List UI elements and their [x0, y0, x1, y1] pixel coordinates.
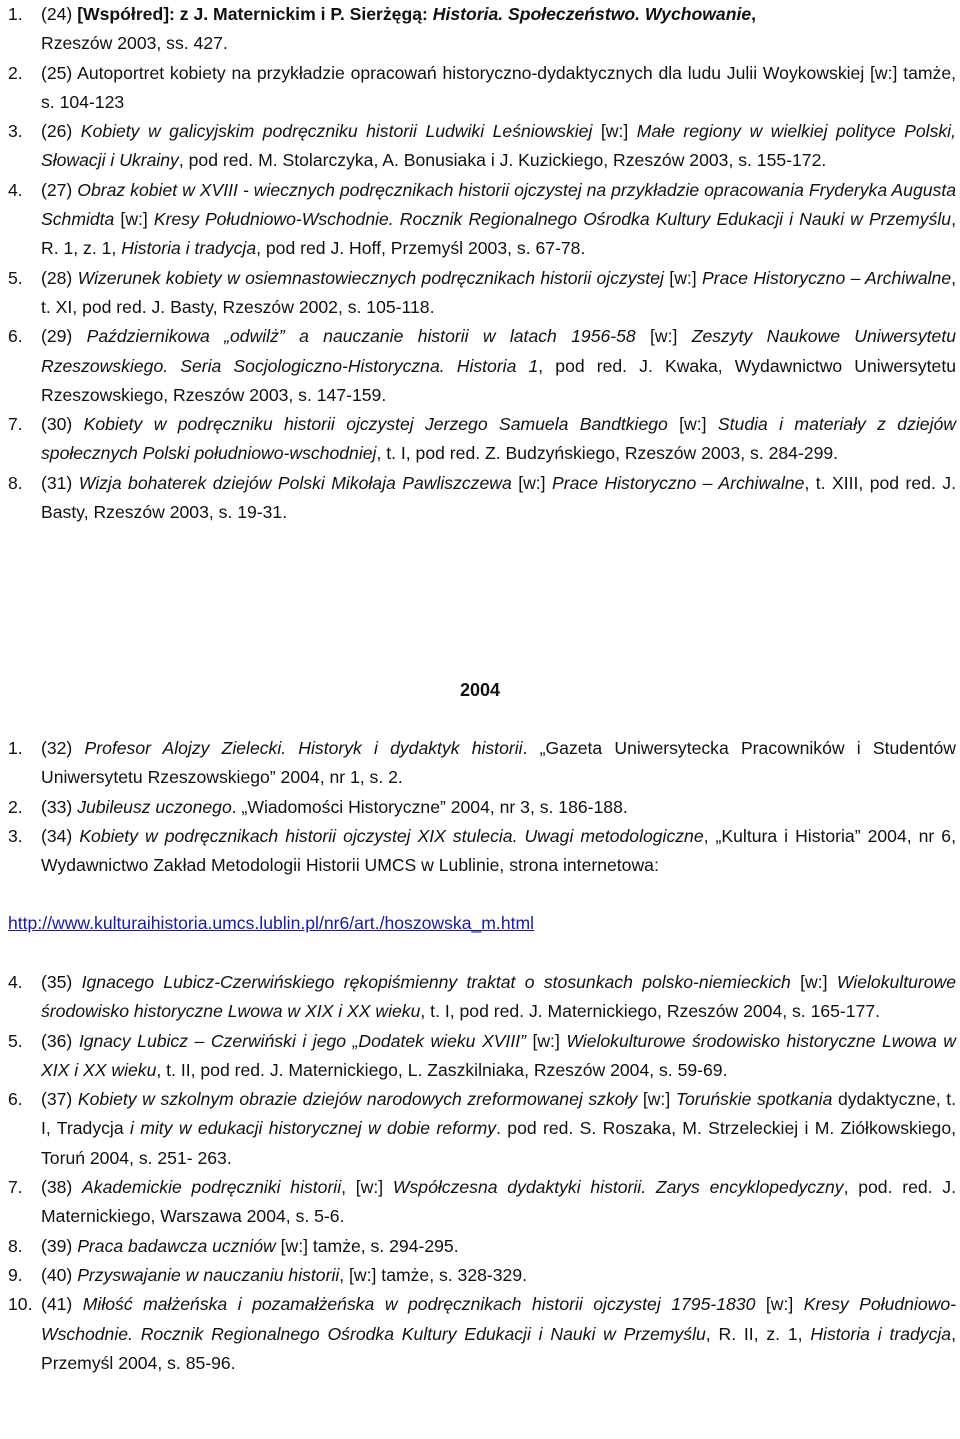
entry-text [41, 117, 956, 176]
entry-text-run: (39) [41, 1235, 78, 1256]
entry-text-run: Jubileusz uczonego [77, 796, 232, 817]
entry-text-run: Małe regiony w wielkiej polityce Polski, Słowacji i Ukrainy [41, 121, 956, 171]
entry-text-run: . „Wiadomości Historyczne” 2004, nr 3, s. 186-188. [231, 796, 628, 817]
entry-text-run: Ignacy Lubicz – Czerwiński i jego „Dodatek wieku XVIII” [78, 1030, 526, 1051]
entry-text-run: Wielokulturowe środowisko historyczne Lwowa w XIX i XX wieku [41, 972, 956, 1022]
entry-text [41, 734, 956, 793]
entry-text-run: (27) [41, 179, 78, 200]
entry-text-run: Kresy Południowo-Wschodnie. Rocznik Regionalnego Ośrodka Kultury Edukacji i Nauki w Przemyślu [153, 209, 952, 230]
entry-text-run: , pod red. J. Kwaka, Wydawnictwo Uniwersytetu Rzeszowskiego, Rzeszów 2003, s. 147-159. [41, 355, 956, 405]
entry-text [41, 1085, 956, 1173]
entry-text-run: (35) [41, 972, 82, 992]
entry-text [41, 1290, 956, 1378]
entry-text-run: Studia i materiały z dziejów społecznych Polski południowo-wschodniej [41, 414, 956, 464]
entry-text-run: Współczesna dydaktyki historii. Zarys encyklopedyczny [392, 1177, 844, 1198]
entry-text-run: , [751, 4, 757, 24]
entry-text-run: , [w:] [341, 1177, 393, 1198]
bibliography-entry [0, 1173, 960, 1232]
entry-text-run: , [w:] tamże, s. 328-329. [339, 1264, 528, 1285]
entry-text [41, 176, 956, 264]
entry-number: 3. [8, 825, 23, 846]
entry-number: 6. [8, 1089, 23, 1110]
entry-text-run: (24) [41, 4, 78, 24]
entry-text-run: (31) [41, 472, 79, 493]
entry-text-run: Akademickie podręczniki historii [82, 1177, 342, 1198]
entry-number: 4. [8, 972, 23, 992]
entry-text-run: (34) [41, 825, 80, 846]
entry-text-run: , pod red. M. Stolarczyka, A. Bonusiaka i J. Kuzickiego, Rzeszów 2003, s. 155-172. [178, 150, 827, 171]
entry-text-run: , t. I, pod red. J. Maternickiego, Rzeszów 2004, s. 165-177. [420, 1001, 881, 1022]
entry-text [41, 1027, 956, 1086]
entry-text-run: Przyswajanie w nauczaniu historii [77, 1264, 340, 1285]
entry-text-run: Historia i tradycja [810, 1323, 952, 1344]
entry-text-run: Historia i tradycja [121, 238, 257, 259]
entry-text [41, 793, 956, 822]
entry-number: 4. [8, 179, 23, 200]
entry-text-run: Kobiety w galicyjskim podręczniku historii Ludwiki Leśniowskiej [80, 121, 593, 142]
entry-text-run: , „Kultura i Historia” 2004, nr 6, Wydawnictwo Zakład Metodologii Historii UMCS w Lublinie, strona internetowa: [41, 825, 956, 876]
entry-text [41, 1261, 956, 1290]
bibliography-list-2003 [0, 0, 960, 527]
entry-text-run: Kresy Południowo-Wschodnie. Rocznik Regionalnego Ośrodka Kultury Edukacji i Nauki w Przemyślu [41, 1294, 956, 1344]
entry-text-run: , t. XIII, pod red. J. Basty, Rzeszów 2003, s. 19-31. [41, 472, 956, 523]
entry-text-run: , pod. red. J. Maternickiego, Warszawa 2004, s. 5-6. [41, 1177, 956, 1227]
bibliography-entry [0, 734, 960, 793]
entry-text-run: i mity w edukacji historycznej w dobie reformy [129, 1118, 497, 1139]
bibliography-entry [0, 1027, 960, 1086]
entry-number: 2. [8, 796, 23, 817]
entry-text-run: Ignacego Lubicz-Czerwińskiego rękopiśmienny traktat o stosunkach polsko-niemieckich [81, 972, 791, 992]
entry-text-run: [w:] [114, 209, 154, 230]
bibliography-entry [0, 410, 960, 469]
entry-text-run: (32) [41, 738, 85, 758]
bibliography-entry [0, 1290, 960, 1378]
entry-text-run: Toruńskie spotkania [675, 1089, 833, 1110]
entry-text-run: Rzeszów 2003, ss. 427. [41, 33, 228, 54]
entry-text-run: Prace Historyczno – Archiwalne [552, 472, 805, 493]
bibliography-list-2004-part1 [0, 734, 960, 880]
entry-text-run: [w:] [637, 1089, 676, 1110]
entry-number: 8. [8, 472, 23, 493]
entry-text-run: . pod red. S. Roszaka, M. Strzeleckiej i M. Ziółkowskiego, Toruń 2004, s. 251- 263. [41, 1118, 957, 1168]
entry-text [41, 322, 956, 410]
entry-text-run: (40) [41, 1264, 78, 1285]
bibliography-entry [0, 1085, 960, 1173]
entry-text-run: (37) [41, 1089, 78, 1110]
entry-text [41, 968, 956, 1027]
entry-number: 9. [8, 1264, 23, 1285]
entry-text-run: . „Gazeta Uniwersytecka Pracowników i Studentów Uniwersytetu Rzeszowskiego” 2004, nr 1, s. 2. [41, 738, 956, 788]
entry-text-run: Miłość małżeńska i pozamałżeńska w podręcznikach historii ojczystej 1795-1830 [82, 1294, 756, 1315]
entry-number: 6. [8, 326, 23, 347]
entry-text-run: (41) [41, 1294, 83, 1315]
entry-text [41, 59, 956, 118]
bibliography-entry [0, 968, 960, 1027]
entry-text-run: Prace Historyczno – Archiwalne [702, 267, 952, 288]
entry-text-run: (29) [41, 326, 87, 347]
entry-number: 3. [8, 121, 23, 142]
entry-text [41, 410, 956, 469]
bibliography-entry [0, 0, 960, 59]
year-heading-2004: 2004 [459, 680, 501, 700]
bibliography-list-2004-part2 [0, 968, 960, 1378]
entry-number: 7. [8, 414, 23, 435]
bibliography-entry [0, 1261, 960, 1290]
entry-text-run: , t. XI, pod red. J. Basty, Rzeszów 2002, s. 105-118. [41, 267, 956, 317]
entry-text-run: (28) [41, 267, 78, 288]
entry-text-run: , R. II, z. 1, [705, 1323, 811, 1344]
entry-text-run: (26) [41, 121, 81, 142]
entry-text-run: [w:] tamże, s. 294-295. [275, 1235, 459, 1256]
entry-text-run: [w:] [790, 972, 837, 992]
entry-text-run: (30) [41, 414, 84, 435]
entry-text [41, 1232, 956, 1261]
entry-text [41, 0, 956, 59]
entry-text-run: Obraz kobiet w XVIII - wiecznych podręcznikach historii ojczystej na przykładzie opracowania Fryderyka Augusta Schmidta [41, 179, 956, 230]
entry-text [41, 1173, 956, 1232]
entry-text-run: [Współred]: z J. Maternickim i P. Sierżęgą: [77, 4, 433, 24]
entry-number: 1. [8, 4, 23, 24]
bibliography-entry [0, 117, 960, 176]
entry-text-run: Październikowa „odwilż” a nauczanie historii w latach 1956-58 [86, 326, 636, 347]
entry-number: 8. [8, 1235, 23, 1256]
entry-text-run: , pod red J. Hoff, Przemyśl 2003, s. 67-78. [256, 238, 586, 259]
entry-text-run: [w:] [663, 267, 703, 288]
entry-text-run: Profesor Alojzy Zielecki. Historyk i dydaktyk historii [84, 738, 523, 758]
entry-text-run: [w:] [667, 414, 718, 435]
entry-text-run: Wizja bohaterek dziejów Polski Mikołaja Pawliszczewa [78, 472, 512, 493]
entry-text-run: , t. II, pod red. J. Maternickiego, L. Zaszkilniaka, Rzeszów 2004, s. 59-69. [156, 1059, 728, 1080]
entry-text [41, 822, 956, 881]
entry-number: 5. [8, 1030, 23, 1051]
entry-text-run: dydaktyczne, t. I, Tradycja [41, 1089, 957, 1139]
entry-text-run: [w:] [755, 1294, 804, 1315]
entry-text-run: , R. 1, z. 1, [41, 209, 956, 259]
entry-text-run: [w:] [525, 1030, 567, 1051]
bibliography-entry [0, 322, 960, 410]
entry-text-run: (25) Autoportret kobiety na przykładzie opracowań historyczno-dydaktycznych dla ludu Julii Woykowskiej [w:] tamże, s. 104-123 [41, 62, 956, 112]
entry-text-run: Praca badawcza uczniów [77, 1235, 276, 1256]
entry-number: 7. [8, 1177, 23, 1198]
entry-number: 1. [8, 738, 23, 758]
entry-text-run: [w:] [635, 326, 692, 347]
entry-text-run: Wielokulturowe środowisko historyczne Lwowa w XIX i XX wieku [41, 1030, 956, 1080]
bibliography-entry [0, 469, 960, 528]
entry-text-run: (36) [41, 1030, 79, 1051]
entry-number: 10. [8, 1294, 33, 1315]
entry-text-run: Zeszyty Naukowe Uniwersytetu Rzeszowskiego. Seria Socjologiczno-Historyczna. Historia 1 [41, 326, 956, 376]
entry-text-run: (38) [41, 1177, 83, 1198]
entry-text-run: Historia. Społeczeństwo. Wychowanie [432, 4, 752, 24]
url-link[interactable]: http://www.kulturaihistoria.umcs.lublin.pl/nr6/art./hoszowska_m.html [8, 913, 535, 933]
entry-text [41, 264, 956, 323]
entry-text-run: [w:] [511, 472, 553, 493]
bibliography-entry [0, 1232, 960, 1261]
entry-text-run: , Przemyśl 2004, s. 85-96. [41, 1323, 956, 1373]
entry-text-run: Kobiety w podręcznikach historii ojczystej XIX stulecia. Uwagi metodologiczne [79, 825, 704, 846]
bibliography-entry [0, 822, 960, 881]
entry-text-run: (33) [41, 796, 78, 817]
entry-text-run: Kobiety w podręczniku historii ojczystej Jerzego Samuela Bandtkiego [83, 414, 668, 435]
bibliography-entry [0, 176, 960, 264]
bibliography-entry [0, 59, 960, 118]
entry-text-run: , t. I, pod red. Z. Budzyńskiego, Rzeszów 2003, s. 284-299. [376, 443, 839, 464]
entry-text-run: Kobiety w szkolnym obrazie dziejów narodowych zreformowanej szkoły [77, 1089, 638, 1110]
bibliography-entry [0, 793, 960, 822]
bibliography-entry [0, 264, 960, 323]
entry-text-run: [w:] [592, 121, 637, 142]
entry-text-run: Wizerunek kobiety w osiemnastowiecznych podręcznikach historii ojczystej [77, 267, 664, 288]
entry-number: 2. [8, 62, 23, 83]
entry-number: 5. [8, 267, 23, 288]
entry-text [41, 469, 956, 528]
